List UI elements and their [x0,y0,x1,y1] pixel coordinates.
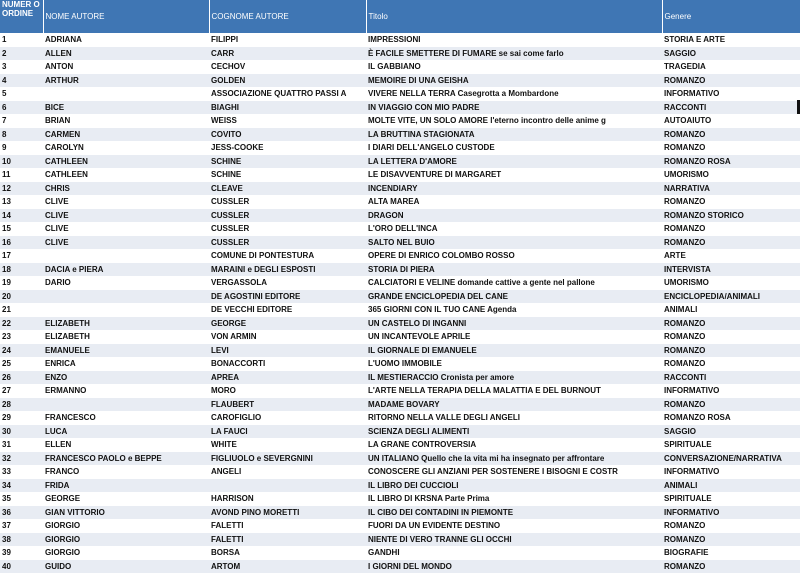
title-cell[interactable]: DRAGON [368,210,404,220]
genre-cell[interactable]: NARRATIVA [664,183,710,193]
last-name-cell[interactable]: LA FAUCI [211,426,248,436]
genre-cell[interactable]: ROMANZO [664,143,706,153]
genre-cell[interactable]: ROMANZO [664,399,706,409]
title-cell[interactable]: GANDHI [368,548,400,558]
last-name-cell[interactable]: CUSSLER [211,237,250,247]
first-name-cell[interactable]: FRANCESCO [45,413,96,423]
last-name-cell[interactable]: HARRISON [211,494,254,504]
genre-cell[interactable]: ROMANZO [664,197,706,207]
table-row[interactable] [0,33,800,47]
first-name-cell[interactable]: GIORGIO [45,521,81,531]
number-cell[interactable]: 12 [2,183,11,193]
last-name-cell[interactable]: CUSSLER [211,224,250,234]
table-row[interactable] [0,438,800,452]
table-row[interactable] [0,465,800,479]
title-cell[interactable]: IL MESTIERACCIO Cronista per amore [368,372,515,382]
first-name-cell[interactable]: ENZO [45,372,68,382]
table-row[interactable] [0,236,800,250]
first-name-cell[interactable]: CATHLEEN [45,156,88,166]
genre-cell[interactable]: ROMANZO ROSA [664,413,731,423]
last-name-cell[interactable]: COVITO [211,129,242,139]
table-row[interactable] [0,141,800,155]
header-genre[interactable]: Genere [662,0,800,33]
first-name-cell[interactable]: EMANUELE [45,345,90,355]
table-row[interactable] [0,249,800,263]
first-name-cell[interactable]: FRIDA [45,480,70,490]
first-name-cell[interactable]: GIORGIO [45,534,81,544]
first-name-cell[interactable]: ELLEN [45,440,72,450]
first-name-cell[interactable] [43,398,209,412]
title-cell[interactable]: UN CASTELO DI INGANNI [368,318,467,328]
table-row[interactable] [0,398,800,412]
genre-cell[interactable]: INFORMATIVO [664,386,720,396]
table-row[interactable] [0,87,800,101]
first-name-cell[interactable]: DARIO [45,278,71,288]
header-number[interactable]: NUMER O ORDINE [0,0,43,33]
title-cell[interactable]: GRANDE ENCICLOPEDIA DEL CANE [368,291,509,301]
title-cell[interactable]: INCENDIARY [368,183,418,193]
last-name-cell[interactable]: FIGLIUOLO e SEVERGNINI [211,453,313,463]
number-cell[interactable]: 11 [2,170,11,180]
number-cell[interactable]: 34 [2,480,11,490]
number-cell[interactable]: 28 [2,399,11,409]
first-name-cell[interactable]: CLIVE [45,224,69,234]
table-row[interactable] [0,411,800,425]
last-name-cell[interactable]: VERGASSOLA [211,278,268,288]
number-cell[interactable]: 31 [2,440,11,450]
number-cell[interactable]: 37 [2,521,11,531]
last-name-cell[interactable]: CLEAVE [211,183,243,193]
last-name-cell[interactable]: BORSA [211,548,240,558]
genre-cell[interactable]: ENCICLOPEDIA/ANIMALI [664,291,760,301]
table-row[interactable] [0,303,800,317]
header-title[interactable]: Titolo [366,0,662,33]
genre-cell[interactable]: CONVERSAZIONE/NARRATIVA [664,453,782,463]
number-cell[interactable]: 29 [2,413,11,423]
genre-cell[interactable]: RACCONTI [664,102,707,112]
first-name-cell[interactable]: ERMANNO [45,386,87,396]
last-name-cell[interactable]: CAROFIGLIO [211,413,262,423]
title-cell[interactable]: IL LIBRO DI KRSNA Parte Prima [368,494,490,504]
first-name-cell[interactable] [43,87,209,101]
first-name-cell[interactable]: ELIZABETH [45,332,90,342]
table-row[interactable] [0,60,800,74]
genre-cell[interactable]: AUTOAIUTO [664,116,712,126]
title-cell[interactable]: UN INCANTEVOLE APRILE [368,332,471,342]
genre-cell[interactable]: ROMANZO [664,359,706,369]
last-name-cell[interactable]: JESS-COOKE [211,143,264,153]
first-name-cell[interactable]: CLIVE [45,210,69,220]
last-name-cell[interactable]: FALETTI [211,534,244,544]
title-cell[interactable]: 365 GIORNI CON IL TUO CANE Agenda [368,305,517,315]
last-name-cell[interactable]: SCHINE [211,156,242,166]
number-cell[interactable]: 33 [2,467,11,477]
table-row[interactable] [0,344,800,358]
title-cell[interactable]: OPERE DI ENRICO COLOMBO ROSSO [368,251,515,261]
first-name-cell[interactable] [43,290,209,304]
title-cell[interactable]: STORIA DI PIERA [368,264,435,274]
genre-cell[interactable]: ROMANZO [664,534,706,544]
genre-cell[interactable]: ROMANZO [664,75,706,85]
table-row[interactable] [0,155,800,169]
first-name-cell[interactable]: ARTHUR [45,75,79,85]
number-cell[interactable]: 38 [2,534,11,544]
table-row[interactable] [0,479,800,493]
number-cell[interactable]: 8 [2,129,7,139]
table-row[interactable] [0,519,800,533]
last-name-cell[interactable]: CUSSLER [211,197,250,207]
genre-cell[interactable]: SPIRITUALE [664,494,712,504]
title-cell[interactable]: IL LIBRO DEI CUCCIOLI [368,480,459,490]
title-cell[interactable]: IL GABBIANO [368,62,421,72]
first-name-cell[interactable] [43,303,209,317]
table-row[interactable] [0,546,800,560]
genre-cell[interactable]: TRAGEDIA [664,62,706,72]
title-cell[interactable]: IL GIORNALE DI EMANUELE [368,345,477,355]
first-name-cell[interactable]: ENRICA [45,359,76,369]
first-name-cell[interactable]: DACIA e PIERA [45,264,104,274]
last-name-cell[interactable]: ARTOM [211,561,241,571]
first-name-cell[interactable]: CLIVE [45,237,69,247]
last-name-cell[interactable]: FLAUBERT [211,399,255,409]
number-cell[interactable]: 26 [2,372,11,382]
genre-cell[interactable]: ROMANZO [664,318,706,328]
last-name-cell[interactable]: CECHOV [211,62,246,72]
table-row[interactable] [0,533,800,547]
last-name-cell[interactable]: CUSSLER [211,210,250,220]
genre-cell[interactable]: UMORISMO [664,170,709,180]
table-row[interactable] [0,330,800,344]
genre-cell[interactable]: SAGGIO [664,426,697,436]
title-cell[interactable]: IL CIBO DEI CONTADINI IN PIEMONTE [368,507,514,517]
number-cell[interactable]: 9 [2,143,7,153]
last-name-cell[interactable]: BONACCORTI [211,359,266,369]
title-cell[interactable]: UN ITALIANO Quello che la vita mi ha insegnato per affrontare [368,453,605,463]
number-cell[interactable]: 18 [2,264,11,274]
last-name-cell[interactable]: CARR [211,48,235,58]
genre-cell[interactable]: ARTE [664,251,686,261]
title-cell[interactable]: L'UOMO IMMOBILE [368,359,442,369]
first-name-cell[interactable] [43,249,209,263]
genre-cell[interactable]: ROMANZO [664,224,706,234]
number-cell[interactable]: 3 [2,62,7,72]
number-cell[interactable]: 40 [2,561,11,571]
first-name-cell[interactable]: CATHLEEN [45,170,88,180]
title-cell[interactable]: SALTO NEL BUIO [368,237,435,247]
number-cell[interactable]: 7 [2,116,7,126]
title-cell[interactable]: SCIENZA DEGLI ALIMENTI [368,426,470,436]
table-row[interactable] [0,222,800,236]
last-name-cell[interactable]: MARAINI e DEGLI ESPOSTI [211,264,316,274]
table-row[interactable] [0,290,800,304]
title-cell[interactable]: RITORNO NELLA VALLE DEGLI ANGELI [368,413,520,423]
title-cell[interactable]: MEMOIRE DI UNA GEISHA [368,75,469,85]
last-name-cell[interactable]: GEORGE [211,318,247,328]
title-cell[interactable]: CALCIATORI E VELINE domande cattive a gente nel pallone [368,278,595,288]
genre-cell[interactable]: ROMANZO [664,345,706,355]
number-cell[interactable]: 2 [2,48,7,58]
genre-cell[interactable]: ANIMALI [664,305,698,315]
number-cell[interactable]: 16 [2,237,11,247]
title-cell[interactable]: FUORI DA UN EVIDENTE DESTINO [368,521,501,531]
table-row[interactable] [0,209,800,223]
first-name-cell[interactable]: BICE [45,102,65,112]
first-name-cell[interactable]: GIORGIO [45,548,81,558]
number-cell[interactable]: 17 [2,251,11,261]
first-name-cell[interactable]: GIAN VITTORIO [45,507,105,517]
title-cell[interactable]: LA LETTERA D'AMORE [368,156,457,166]
title-cell[interactable]: IMPRESSIONI [368,35,421,45]
title-cell[interactable]: L'ORO DELL'INCA [368,224,438,234]
genre-cell[interactable]: ROMANZO ROSA [664,156,731,166]
genre-cell[interactable]: INTERVISTA [664,264,711,274]
last-name-cell[interactable]: DE VECCHI EDITORE [211,305,293,315]
first-name-cell[interactable]: CHRIS [45,183,70,193]
last-name-cell[interactable]: FILIPPI [211,35,239,45]
genre-cell[interactable]: ROMANZO [664,129,706,139]
number-cell[interactable]: 27 [2,386,11,396]
table-row[interactable] [0,425,800,439]
number-cell[interactable]: 5 [2,89,7,99]
number-cell[interactable]: 24 [2,345,11,355]
last-name-cell[interactable]: MORO [211,386,236,396]
title-cell[interactable]: VIVERE NELLA TERRA Casegrotta a Mombardone [368,89,559,99]
title-cell[interactable]: ALTA MAREA [368,197,420,207]
title-cell[interactable]: CONOSCERE GLI ANZIANI PER SOSTENERE I BISOGNI E COSTR [368,467,618,477]
last-name-cell[interactable]: DE AGOSTINI EDITORE [211,291,301,301]
number-cell[interactable]: 19 [2,278,11,288]
title-cell[interactable]: I DIARI DELL'ANGELO CUSTODE [368,143,495,153]
first-name-cell[interactable]: CLIVE [45,197,69,207]
number-cell[interactable]: 13 [2,197,11,207]
genre-cell[interactable]: ANIMALI [664,480,698,490]
last-name-cell[interactable] [209,479,366,493]
first-name-cell[interactable]: ANTON [45,62,74,72]
title-cell[interactable]: IN VIAGGIO CON MIO PADRE [368,102,480,112]
title-cell[interactable]: L'ARTE NELLA TERAPIA DELLA MALATTIA E DEL BURNOUT [368,386,601,396]
number-cell[interactable]: 6 [2,102,7,112]
last-name-cell[interactable]: LEVI [211,345,229,355]
table-row[interactable] [0,182,800,196]
number-cell[interactable]: 25 [2,359,11,369]
last-name-cell[interactable]: VON ARMIN [211,332,257,342]
last-name-cell[interactable]: FALETTI [211,521,244,531]
title-cell[interactable]: MOLTE VITE, UN SOLO AMORE l'eterno incontro delle anime g [368,116,606,126]
genre-cell[interactable]: BIOGRAFIE [664,548,709,558]
first-name-cell[interactable]: CAROLYN [45,143,84,153]
table-row[interactable] [0,114,800,128]
genre-cell[interactable]: ROMANZO [664,521,706,531]
number-cell[interactable]: 14 [2,210,11,220]
number-cell[interactable]: 10 [2,156,11,166]
genre-cell[interactable]: SAGGIO [664,48,697,58]
genre-cell[interactable]: ROMANZO STORICO [664,210,744,220]
number-cell[interactable]: 22 [2,318,11,328]
table-row[interactable] [0,452,800,466]
number-cell[interactable]: 35 [2,494,11,504]
genre-cell[interactable]: INFORMATIVO [664,507,720,517]
table-row[interactable] [0,195,800,209]
title-cell[interactable]: NIENTE DI VERO TRANNE GLI OCCHI [368,534,512,544]
first-name-cell[interactable]: ADRIANA [45,35,82,45]
number-cell[interactable]: 36 [2,507,11,517]
genre-cell[interactable]: UMORISMO [664,278,709,288]
last-name-cell[interactable]: AVOND PINO MORETTI [211,507,300,517]
table-row[interactable] [0,506,800,520]
last-name-cell[interactable]: ASSOCIAZIONE QUATTRO PASSI A [211,89,347,99]
last-name-cell[interactable]: APREA [211,372,240,382]
genre-cell[interactable]: INFORMATIVO [664,89,720,99]
table-row[interactable] [0,384,800,398]
table-row[interactable] [0,128,800,142]
table-row[interactable] [0,168,800,182]
title-cell[interactable]: LE DISAVVENTURE DI MARGARET [368,170,502,180]
header-row [0,0,800,33]
genre-cell[interactable]: ROMANZO [664,237,706,247]
first-name-cell[interactable]: ALLEN [45,48,72,58]
title-cell[interactable]: LA BRUTTINA STAGIONATA [368,129,475,139]
last-name-cell[interactable]: WHITE [211,440,237,450]
first-name-cell[interactable]: ELIZABETH [45,318,90,328]
first-name-cell[interactable]: GUIDO [45,561,72,571]
title-cell[interactable]: MADAME BOVARY [368,399,440,409]
first-name-cell[interactable]: LUCA [45,426,68,436]
table-row[interactable] [0,357,800,371]
genre-cell[interactable]: STORIA E ARTE [664,35,726,45]
genre-cell[interactable]: INFORMATIVO [664,467,720,477]
title-cell[interactable]: È FACILE SMETTERE DI FUMARE se sai come farlo [368,48,564,58]
number-cell[interactable]: 30 [2,426,11,436]
first-name-cell[interactable]: FRANCO [45,467,80,477]
table-row[interactable] [0,317,800,331]
number-cell[interactable]: 20 [2,291,11,301]
last-name-cell[interactable]: BIAGHI [211,102,239,112]
header-last-name[interactable]: COGNOME AUTORE [209,0,366,33]
table-row[interactable] [0,560,800,574]
last-name-cell[interactable]: COMUNE DI PONTESTURA [211,251,315,261]
table-row[interactable] [0,371,800,385]
number-cell[interactable]: 15 [2,224,11,234]
first-name-cell[interactable]: FRANCESCO PAOLO e BEPPE [45,453,162,463]
title-cell[interactable]: LA GRANE CONTROVERSIA [368,440,477,450]
table-row[interactable] [0,492,800,506]
number-cell[interactable]: 32 [2,453,11,463]
first-name-cell[interactable]: BRIAN [45,116,71,126]
genre-cell[interactable]: ROMANZO [664,332,706,342]
number-cell[interactable]: 4 [2,75,7,85]
genre-cell[interactable]: RACCONTI [664,372,707,382]
table-row[interactable] [0,47,800,61]
first-name-cell[interactable]: CARMEN [45,129,81,139]
last-name-cell[interactable]: WEISS [211,116,237,126]
genre-cell[interactable]: SPIRITUALE [664,440,712,450]
table-row[interactable] [0,276,800,290]
first-name-cell[interactable]: GEORGE [45,494,81,504]
number-cell[interactable]: 39 [2,548,11,558]
number-cell[interactable]: 1 [2,35,7,45]
number-cell[interactable]: 21 [2,305,11,315]
table-row[interactable] [0,74,800,88]
title-cell[interactable]: I GIORNI DEL MONDO [368,561,452,571]
table-row[interactable] [0,101,800,115]
genre-cell[interactable]: ROMANZO [664,561,706,571]
number-cell[interactable]: 23 [2,332,11,342]
header-first-name[interactable]: NOME AUTORE [43,0,209,33]
last-name-cell[interactable]: GOLDEN [211,75,246,85]
last-name-cell[interactable]: ANGELI [211,467,242,477]
last-name-cell[interactable]: SCHINE [211,170,242,180]
table-row[interactable] [0,263,800,277]
